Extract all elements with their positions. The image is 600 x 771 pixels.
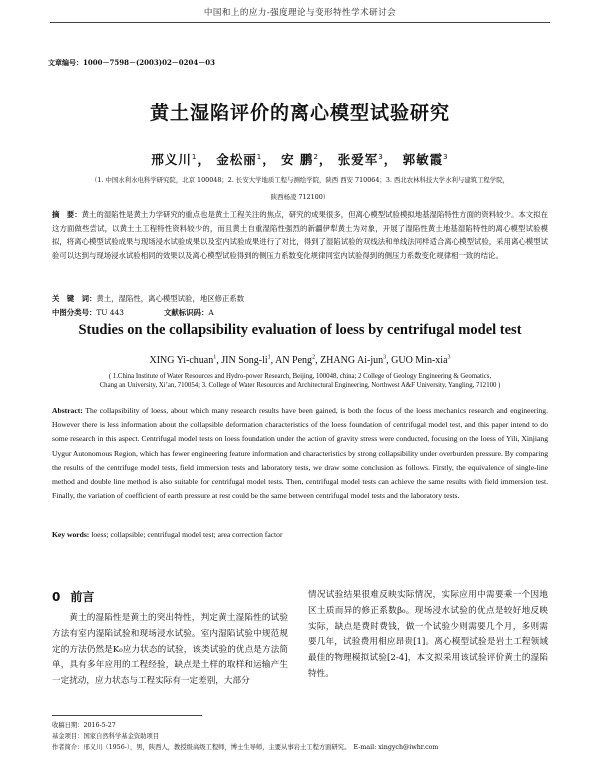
- footnote-author-bio: 作者简介：邢义川（1956-），男，陕西人，教授级高级工程师，博士生导师，主要从事岩土工程方面研究。 E-mail: xingych@iwhr.com: [52, 744, 439, 751]
- keywords-text: 黄土，湿陷性，离心模型试验，地区修正系数: [96, 294, 245, 303]
- class-number: TU 443: [96, 308, 124, 317]
- keywords-text: loess; collapsible; centrifugal model test; area correction factor: [91, 530, 283, 539]
- abstract-text: The collapsibility of loess, about which many research results have been gained, is both the focus of the loess mechanics research and engineering. However there is less information about the collapsible deformation characteristics of the loess foundation of centrifugal model test, and this paper intend to do some research in this aspect. Centrifugal model tests on loess foundation under the action of gravity stress were conducted, focusing on the loess of Yili, Xinjiang Uygur Autonomous Region, which has fewer engineering feature information and characteristics by strong collapsibility under overburden pressure. By comparing the results of the centrifuge model tests, field immersion tests and laboratory tests, we draw some conclusion as follows. Firstly, the equivalence of single-line method and double line method is also suitable for centrifugal model tests. Then, centrifugal model tests can achieve the same results with field immersion test. Finally, the variation of coefficient of earth pressure at rest could be the same between centrifugal model tests and the laboratory tests.: [52, 406, 548, 501]
- author-cn: 郭敏霞: [402, 152, 444, 167]
- author-mark: 1: [191, 152, 198, 161]
- abstract-label: 摘 要：: [52, 210, 82, 219]
- affiliation-line: （1. 中国水利水电科学研究院，北京 100048；2. 长安大学地质工程与测绘学院，陕西 西安 710064；3. 西北农林科技大学水利与建筑工程学院，: [91, 176, 509, 184]
- doc-code: A: [208, 308, 214, 317]
- author-en: GUO Min-xia: [391, 355, 448, 366]
- author-mark: 3: [447, 354, 451, 361]
- keywords-label: Key words:: [52, 530, 90, 539]
- article-number: 文章编号：1000－7598－(2003)02－0204－03: [48, 58, 216, 67]
- english-keywords: [52, 530, 283, 539]
- chinese-abstract: [52, 208, 548, 262]
- body-paragraph: 情况试验结果很难反映实际情况，实际应用中需要乘一个因地区土质而异的修正系数β₀。现场浸水试验的优点是较好地反映实际，缺点是费时费钱，做一个试验少则需要几个月，多则需要几年，试验费用相应昂贵[1]。离心模型试验是岩土工程领域最佳的物理模拟试验[2-4]，本文拟采用该试验评价黄土的湿陷特性。: [308, 590, 548, 679]
- affiliation-line: 陕西杨凌 712100）: [270, 193, 330, 201]
- author-cn: 邢义川: [151, 152, 192, 167]
- author-mark: 1: [267, 354, 271, 361]
- footnote-funding: 基金项目：国家自然科学基金资助项目: [52, 733, 160, 740]
- affiliation-line: Chang an University, Xi’an, 710054; 3. College of Water Resources and Architectural Engineering, Northwest A&F University, Yangling, 712100 ): [99, 382, 501, 389]
- body-paragraph: 黄土的湿陷性是黄土的突出特性，判定黄土湿陷性的试验方法有室内湿陷试验和现场浸水试验。室内湿陷试验中规范规定的方法仍然是K₀应力状态的试验，该类试验的优点是方法简单，具有多年应用的工程经验，缺点是土样的取样和运输产生一定扰动，应力状态与工程实际有一定差别，大部分: [52, 613, 288, 687]
- author-en: ZHANG Ai-jun: [320, 355, 384, 366]
- chinese-authors: 邢义川$^1$， 金松丽$^1$， 安 鹏$^2$， 张爱军$^3$， 郭敏霞$^3$: [151, 152, 449, 167]
- journal-header: 中国和上的应力-强度理论与变形特性学术研讨会: [50, 6, 550, 23]
- author-mark: 3: [443, 152, 449, 161]
- english-authors: XING Yi-chuan$^1$, JIN Song-$li^1$, AN Peng$^2$, ZHANG Ai-jun$^3$, GUO Min-xia$^3$: [149, 354, 451, 366]
- author-cn: 张爱军: [337, 152, 379, 167]
- author-en: AN Peng: [275, 355, 313, 366]
- author-mark: 1: [256, 152, 263, 161]
- section-title: 前言: [70, 590, 95, 604]
- chinese-keywords: [52, 293, 244, 304]
- body-column-left: [52, 588, 288, 690]
- english-title: Studies on the collapsibility evaluation of loess by centrifugal model test: [78, 322, 522, 338]
- english-affiliation: [60, 372, 540, 390]
- author-mark: 2: [312, 354, 316, 361]
- author-mark: 1: [213, 354, 217, 361]
- abstract-text: 黄土的湿陷性是黄土力学研究的重点也是黄土工程关注的焦点，研究的成果很多，但离心模型试验模拟地基湿陷特性方面的资料较少。本文拟在这方面做些尝试，以黄土土工程特性资料较少的，而且黄土自重湿陷性强烈的新疆伊犁黄土为对象，开展了湿陷性黄土地基湿陷特性的离心模型试验模拟，将离心模型试验成果与现场浸水试验成果以及室内试验成果进行了对比，得到了湿陷试验的双线法和单线法同样适合离心模型试验，采用离心模型试验可以达到与现场浸水试验相同的效果以及离心模型试验得到的侧压力系数变化规律同室内试验得到的侧压力系数变化规律相一致的结论。: [52, 210, 548, 260]
- author-en: JIN Song-li: [221, 355, 268, 366]
- class-label: 中图分类号：: [52, 308, 97, 317]
- author-mark: 3: [383, 354, 387, 361]
- doc-code-label: 文献标识码：: [163, 308, 209, 317]
- author-mark: 2: [313, 152, 319, 161]
- abstract-label: Abstract:: [52, 406, 83, 415]
- footnotes: [52, 720, 438, 753]
- author-cn: 金松丽: [216, 152, 257, 167]
- chinese-affiliation: [60, 172, 540, 206]
- english-abstract: [52, 404, 548, 503]
- author-mark: 3: [378, 152, 384, 161]
- classification-line: [52, 307, 214, 318]
- footnote-divider: [52, 715, 202, 716]
- author-cn: 安 鹏: [281, 152, 314, 167]
- affiliation-line: ( 1.China Institute of Water Resources and Hydro-power Research, Beijing, 100048, china; 2 College of Geology Engineering & Geomatics,: [108, 373, 492, 380]
- footnote-received: 收稿日期：2016-5-27: [52, 722, 116, 729]
- body-column-right: [308, 588, 548, 683]
- keywords-label: 关 键 词：: [52, 294, 97, 303]
- section-number: 0: [52, 590, 61, 604]
- section-heading: [52, 588, 288, 605]
- chinese-title: 黄土湿陷评价的离心模型试验研究: [149, 102, 450, 124]
- author-en: XING Yi-chuan: [149, 355, 214, 366]
